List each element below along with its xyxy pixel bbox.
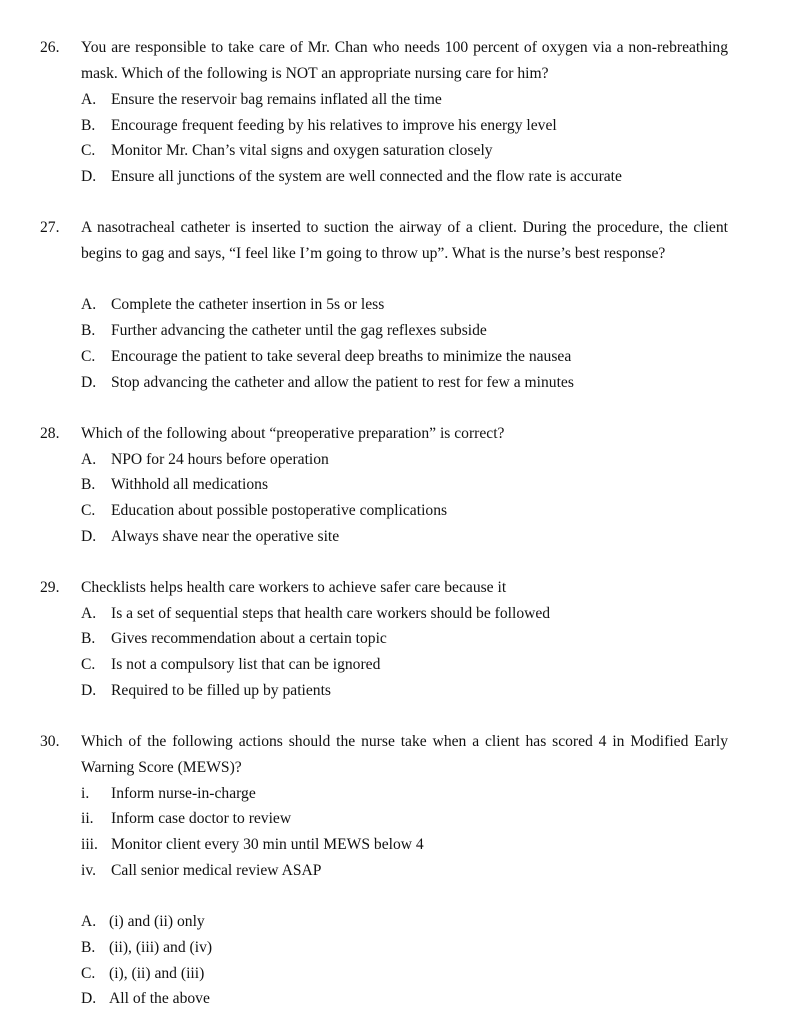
- option-label: D.: [81, 682, 97, 699]
- option-text: Stop advancing the catheter and allow the patient to rest for few a minutes: [111, 374, 574, 391]
- option-text: Encourage frequent feeding by his relatives to improve his energy level: [111, 117, 557, 134]
- question-number: 28.: [40, 425, 60, 442]
- option-label: B.: [81, 939, 96, 956]
- option-label: B.: [81, 117, 96, 134]
- option-label: C.: [81, 502, 96, 519]
- option-text: (ii), (iii) and (iv): [109, 939, 213, 956]
- option-label: A.: [81, 913, 97, 930]
- option-label: C.: [81, 348, 96, 365]
- question-stem: A nasotracheal catheter is inserted to suction the airway of a client. During the procedure, the client begins to gag and says, “I feel like I’m going to throw up”. What is the nurse’s best response?: [81, 219, 728, 262]
- option-text: Further advancing the catheter until the gag reflexes subside: [111, 322, 487, 339]
- question-stem: Which of the following actions should the nurse take when a client has scored 4 in Modified Early Warning Score (MEWS)?: [81, 733, 728, 776]
- question-stem: You are responsible to take care of Mr. Chan who needs 100 percent of oxygen via a non-rebreathing mask. Which of the following is NOT an appropriate nursing care for him?: [81, 39, 728, 82]
- option-text: Gives recommendation about a certain topic: [111, 630, 387, 647]
- option-text: NPO for 24 hours before operation: [111, 451, 329, 468]
- option-label: D.: [81, 168, 97, 185]
- option-label: D.: [81, 374, 97, 391]
- option-label: C.: [81, 965, 96, 982]
- statement-text: Inform case doctor to review: [111, 810, 292, 827]
- option-text: Complete the catheter insertion in 5s or less: [111, 296, 385, 313]
- option-text: Always shave near the operative site: [111, 528, 340, 545]
- option-label: B.: [81, 476, 96, 493]
- option-text: Withhold all medications: [111, 476, 269, 493]
- option-text: Is a set of sequential steps that health care workers should be followed: [111, 605, 551, 622]
- option-label: A.: [81, 605, 97, 622]
- option-text: Education about possible postoperative complications: [111, 502, 448, 519]
- option-text: (i) and (ii) only: [109, 913, 205, 930]
- question-stem: Checklists helps health care workers to achieve safer care because it: [81, 579, 507, 596]
- statement-text: Inform nurse-in-charge: [111, 785, 256, 802]
- option-text: Monitor Mr. Chan’s vital signs and oxygen saturation closely: [111, 142, 493, 159]
- option-text: Encourage the patient to take several deep breaths to minimize the nausea: [111, 348, 572, 365]
- question-number: 26.: [40, 39, 60, 56]
- option-label: B.: [81, 630, 96, 647]
- statement-text: Monitor client every 30 min until MEWS below 4: [111, 836, 424, 853]
- statement-label: i.: [81, 785, 90, 802]
- statement-label: iv.: [81, 862, 97, 879]
- question-number: 30.: [40, 733, 60, 750]
- option-text: Required to be filled up by patients: [111, 682, 331, 699]
- question-number: 29.: [40, 579, 60, 596]
- option-label: C.: [81, 656, 96, 673]
- option-text: All of the above: [109, 990, 210, 1007]
- option-label: A.: [81, 451, 97, 468]
- option-text: Ensure all junctions of the system are well connected and the flow rate is accurate: [111, 168, 622, 185]
- statement-label: ii.: [81, 810, 94, 827]
- option-label: A.: [81, 91, 97, 108]
- option-label: C.: [81, 142, 96, 159]
- option-text: Ensure the reservoir bag remains inflated all the time: [111, 91, 442, 108]
- option-label: B.: [81, 322, 96, 339]
- option-label: D.: [81, 528, 97, 545]
- option-text: (i), (ii) and (iii): [109, 965, 205, 982]
- statement-text: Call senior medical review ASAP: [111, 862, 322, 879]
- statement-label: iii.: [81, 836, 98, 853]
- option-label: D.: [81, 990, 97, 1007]
- question-number: 27.: [40, 219, 60, 236]
- question-stem: Which of the following about “preoperative preparation” is correct?: [81, 425, 505, 442]
- option-text: Is not a compulsory list that can be ignored: [111, 656, 381, 673]
- option-label: A.: [81, 296, 97, 313]
